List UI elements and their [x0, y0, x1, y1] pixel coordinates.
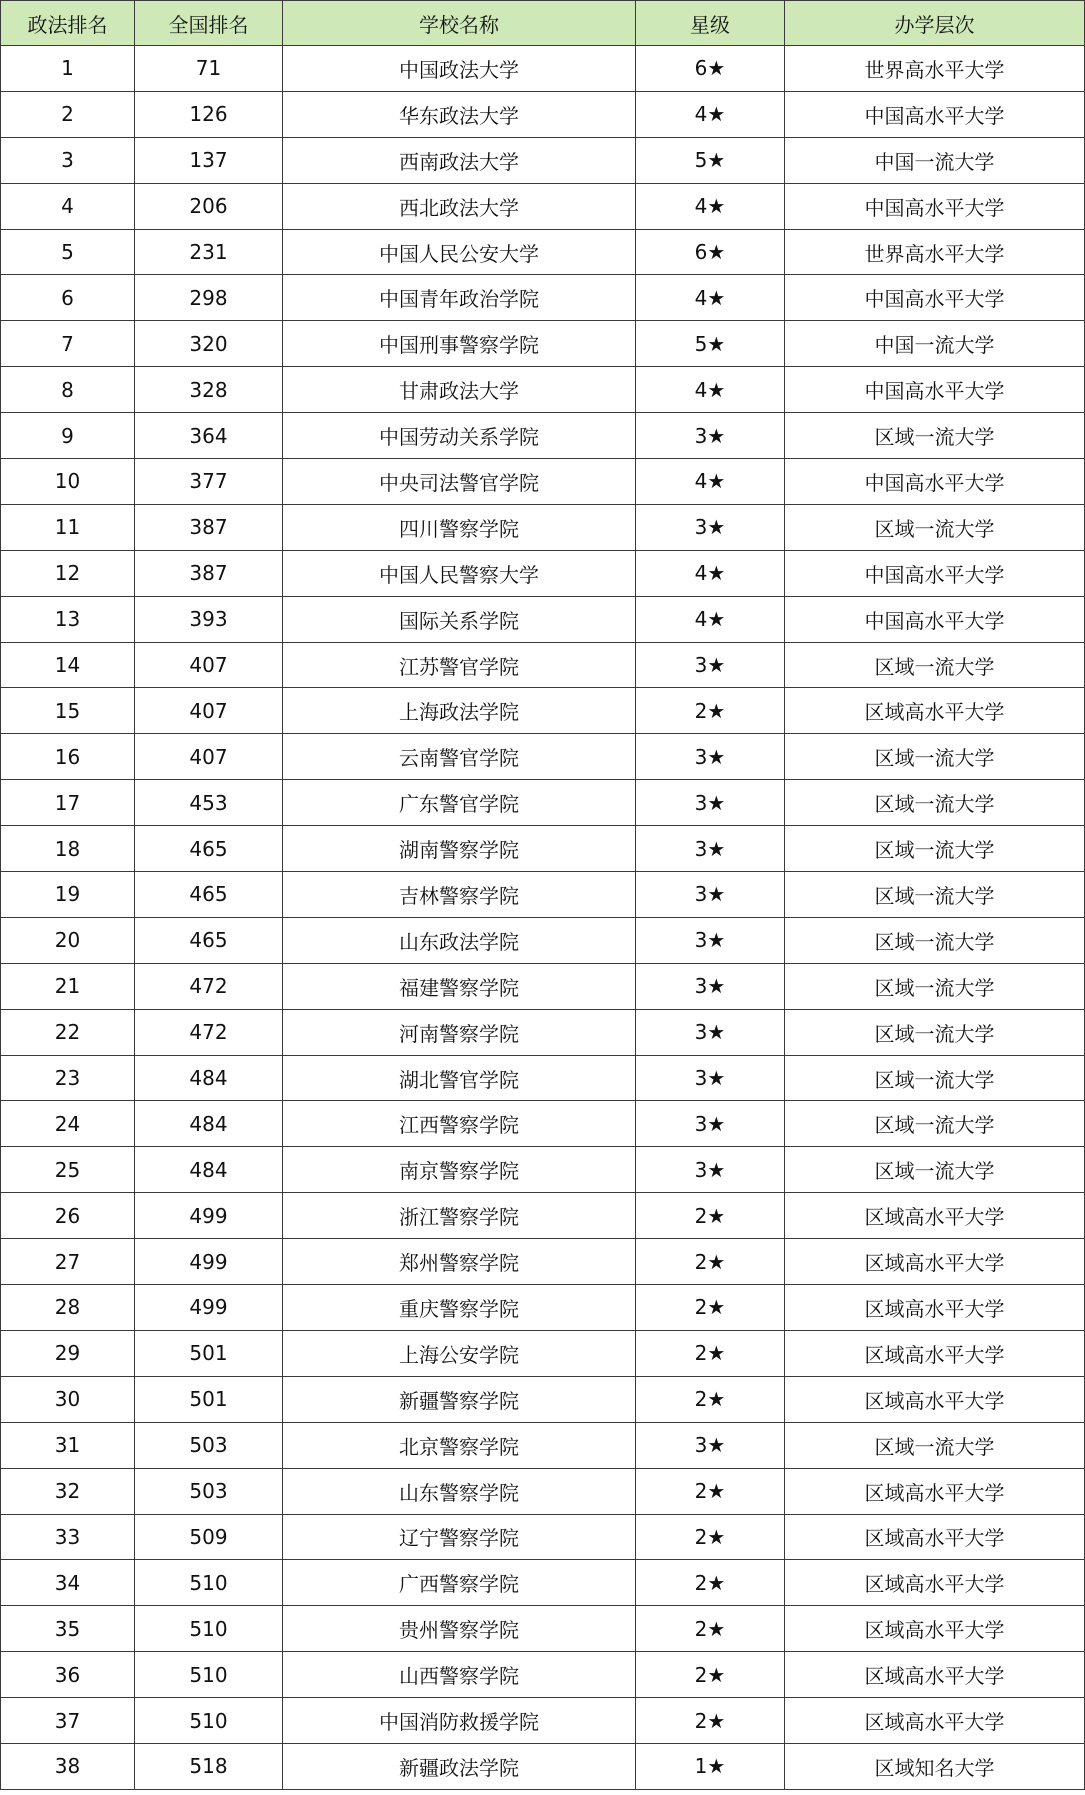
cell-law-rank: 18	[1, 826, 135, 872]
cell-national-rank: 393	[135, 596, 283, 642]
table-row	[1, 1606, 1085, 1652]
cell-school-name: 华东政法大学	[283, 91, 636, 137]
cell-national-rank: 499	[135, 1285, 283, 1331]
cell-school-name: 湖南警察学院	[283, 826, 636, 872]
cell-national-rank: 387	[135, 504, 283, 550]
cell-star-level: 4★	[636, 91, 785, 137]
cell-national-rank: 364	[135, 413, 283, 459]
table-row	[1, 1560, 1085, 1606]
table-row	[1, 688, 1085, 734]
table-row	[1, 413, 1085, 459]
cell-level: 中国高水平大学	[785, 459, 1085, 505]
table-body	[1, 46, 1085, 1790]
table-row	[1, 459, 1085, 505]
cell-level: 区域一流大学	[785, 917, 1085, 963]
cell-star-level: 3★	[636, 963, 785, 1009]
table-row	[1, 321, 1085, 367]
cell-law-rank: 11	[1, 504, 135, 550]
cell-law-rank: 17	[1, 780, 135, 826]
table-row	[1, 504, 1085, 550]
cell-national-rank: 503	[135, 1422, 283, 1468]
cell-law-rank: 10	[1, 459, 135, 505]
cell-law-rank: 22	[1, 1009, 135, 1055]
cell-school-name: 中国人民警察大学	[283, 550, 636, 596]
cell-national-rank: 510	[135, 1560, 283, 1606]
table-row	[1, 642, 1085, 688]
cell-national-rank: 472	[135, 963, 283, 1009]
table-row	[1, 137, 1085, 183]
cell-star-level: 2★	[636, 1239, 785, 1285]
cell-school-name: 西北政法大学	[283, 183, 636, 229]
cell-school-name: 河南警察学院	[283, 1009, 636, 1055]
cell-star-level: 3★	[636, 872, 785, 918]
cell-star-level: 2★	[636, 1468, 785, 1514]
cell-law-rank: 9	[1, 413, 135, 459]
cell-star-level: 4★	[636, 459, 785, 505]
table-row	[1, 229, 1085, 275]
cell-law-rank: 25	[1, 1147, 135, 1193]
cell-star-level: 2★	[636, 1652, 785, 1698]
cell-law-rank: 30	[1, 1376, 135, 1422]
cell-school-name: 山西警察学院	[283, 1652, 636, 1698]
table-row	[1, 46, 1085, 92]
cell-level: 区域一流大学	[785, 642, 1085, 688]
table-row	[1, 1743, 1085, 1789]
table-row	[1, 1009, 1085, 1055]
header-national-rank: 全国排名	[135, 1, 283, 46]
cell-national-rank: 126	[135, 91, 283, 137]
cell-level: 区域知名大学	[785, 1743, 1085, 1789]
table-row	[1, 780, 1085, 826]
cell-national-rank: 71	[135, 46, 283, 92]
table-row	[1, 1330, 1085, 1376]
cell-school-name: 中国青年政治学院	[283, 275, 636, 321]
cell-school-name: 湖北警官学院	[283, 1055, 636, 1101]
table-row	[1, 1193, 1085, 1239]
cell-star-level: 2★	[636, 1560, 785, 1606]
cell-school-name: 山东警察学院	[283, 1468, 636, 1514]
cell-level: 区域高水平大学	[785, 1606, 1085, 1652]
cell-national-rank: 328	[135, 367, 283, 413]
cell-national-rank: 298	[135, 275, 283, 321]
table-row	[1, 1147, 1085, 1193]
cell-star-level: 2★	[636, 1193, 785, 1239]
cell-level: 区域一流大学	[785, 734, 1085, 780]
cell-star-level: 2★	[636, 1698, 785, 1744]
cell-level: 区域一流大学	[785, 872, 1085, 918]
cell-school-name: 中国消防救援学院	[283, 1698, 636, 1744]
cell-law-rank: 12	[1, 550, 135, 596]
cell-star-level: 3★	[636, 1147, 785, 1193]
cell-star-level: 4★	[636, 550, 785, 596]
cell-law-rank: 31	[1, 1422, 135, 1468]
cell-level: 区域一流大学	[785, 780, 1085, 826]
cell-star-level: 3★	[636, 413, 785, 459]
cell-national-rank: 465	[135, 872, 283, 918]
cell-school-name: 新疆政法学院	[283, 1743, 636, 1789]
table-row	[1, 183, 1085, 229]
cell-school-name: 福建警察学院	[283, 963, 636, 1009]
cell-school-name: 中央司法警官学院	[283, 459, 636, 505]
cell-national-rank: 510	[135, 1698, 283, 1744]
cell-school-name: 国际关系学院	[283, 596, 636, 642]
cell-law-rank: 2	[1, 91, 135, 137]
cell-national-rank: 499	[135, 1193, 283, 1239]
table-header-row	[1, 1, 1085, 46]
cell-level: 中国高水平大学	[785, 550, 1085, 596]
cell-school-name: 广东警官学院	[283, 780, 636, 826]
cell-star-level: 1★	[636, 1743, 785, 1789]
cell-level: 中国高水平大学	[785, 91, 1085, 137]
cell-national-rank: 510	[135, 1652, 283, 1698]
cell-star-level: 4★	[636, 275, 785, 321]
cell-school-name: 中国刑事警察学院	[283, 321, 636, 367]
cell-star-level: 3★	[636, 642, 785, 688]
cell-national-rank: 320	[135, 321, 283, 367]
cell-level: 区域一流大学	[785, 1009, 1085, 1055]
cell-national-rank: 377	[135, 459, 283, 505]
cell-school-name: 上海政法学院	[283, 688, 636, 734]
header-level: 办学层次	[785, 1, 1085, 46]
cell-level: 区域高水平大学	[785, 1698, 1085, 1744]
cell-national-rank: 407	[135, 688, 283, 734]
cell-law-rank: 5	[1, 229, 135, 275]
cell-law-rank: 19	[1, 872, 135, 918]
cell-level: 中国一流大学	[785, 137, 1085, 183]
cell-school-name: 新疆警察学院	[283, 1376, 636, 1422]
table-row	[1, 963, 1085, 1009]
cell-level: 中国高水平大学	[785, 275, 1085, 321]
table-row	[1, 91, 1085, 137]
cell-level: 区域一流大学	[785, 1101, 1085, 1147]
table-row	[1, 1468, 1085, 1514]
table-row	[1, 367, 1085, 413]
cell-star-level: 2★	[636, 1514, 785, 1560]
cell-star-level: 5★	[636, 321, 785, 367]
cell-law-rank: 27	[1, 1239, 135, 1285]
cell-law-rank: 24	[1, 1101, 135, 1147]
table-row	[1, 1514, 1085, 1560]
cell-law-rank: 1	[1, 46, 135, 92]
cell-level: 区域高水平大学	[785, 1560, 1085, 1606]
cell-school-name: 西南政法大学	[283, 137, 636, 183]
cell-school-name: 上海公安学院	[283, 1330, 636, 1376]
cell-star-level: 3★	[636, 1101, 785, 1147]
table-row	[1, 550, 1085, 596]
cell-law-rank: 6	[1, 275, 135, 321]
cell-school-name: 郑州警察学院	[283, 1239, 636, 1285]
cell-level: 区域高水平大学	[785, 1468, 1085, 1514]
cell-school-name: 江苏警官学院	[283, 642, 636, 688]
cell-star-level: 6★	[636, 229, 785, 275]
cell-level: 区域一流大学	[785, 504, 1085, 550]
cell-national-rank: 518	[135, 1743, 283, 1789]
cell-level: 区域高水平大学	[785, 1514, 1085, 1560]
cell-school-name: 甘肃政法大学	[283, 367, 636, 413]
cell-level: 中国高水平大学	[785, 183, 1085, 229]
cell-school-name: 江西警察学院	[283, 1101, 636, 1147]
cell-level: 区域高水平大学	[785, 1652, 1085, 1698]
cell-star-level: 2★	[636, 1606, 785, 1652]
cell-law-rank: 29	[1, 1330, 135, 1376]
cell-national-rank: 501	[135, 1376, 283, 1422]
header-star-level: 星级	[636, 1, 785, 46]
cell-school-name: 南京警察学院	[283, 1147, 636, 1193]
cell-law-rank: 7	[1, 321, 135, 367]
cell-star-level: 3★	[636, 504, 785, 550]
table-row	[1, 872, 1085, 918]
cell-level: 中国一流大学	[785, 321, 1085, 367]
cell-star-level: 6★	[636, 46, 785, 92]
cell-star-level: 2★	[636, 1285, 785, 1331]
cell-star-level: 3★	[636, 734, 785, 780]
cell-national-rank: 407	[135, 734, 283, 780]
cell-level: 区域高水平大学	[785, 1330, 1085, 1376]
cell-national-rank: 231	[135, 229, 283, 275]
table-row	[1, 1422, 1085, 1468]
cell-star-level: 4★	[636, 596, 785, 642]
cell-level: 中国高水平大学	[785, 596, 1085, 642]
table-row	[1, 1101, 1085, 1147]
cell-law-rank: 13	[1, 596, 135, 642]
cell-law-rank: 16	[1, 734, 135, 780]
cell-law-rank: 15	[1, 688, 135, 734]
cell-national-rank: 472	[135, 1009, 283, 1055]
cell-school-name: 中国政法大学	[283, 46, 636, 92]
cell-level: 区域高水平大学	[785, 688, 1085, 734]
cell-level: 区域高水平大学	[785, 1285, 1085, 1331]
cell-level: 区域一流大学	[785, 826, 1085, 872]
cell-law-rank: 8	[1, 367, 135, 413]
table-row	[1, 275, 1085, 321]
cell-star-level: 3★	[636, 1009, 785, 1055]
cell-national-rank: 503	[135, 1468, 283, 1514]
cell-national-rank: 407	[135, 642, 283, 688]
table-row	[1, 734, 1085, 780]
cell-star-level: 3★	[636, 826, 785, 872]
cell-law-rank: 20	[1, 917, 135, 963]
cell-national-rank: 137	[135, 137, 283, 183]
cell-school-name: 云南警官学院	[283, 734, 636, 780]
cell-national-rank: 465	[135, 826, 283, 872]
cell-law-rank: 21	[1, 963, 135, 1009]
cell-law-rank: 26	[1, 1193, 135, 1239]
cell-national-rank: 206	[135, 183, 283, 229]
cell-national-rank: 501	[135, 1330, 283, 1376]
table-row	[1, 1285, 1085, 1331]
cell-star-level: 4★	[636, 367, 785, 413]
cell-law-rank: 38	[1, 1743, 135, 1789]
cell-law-rank: 14	[1, 642, 135, 688]
cell-level: 区域高水平大学	[785, 1239, 1085, 1285]
cell-star-level: 2★	[636, 688, 785, 734]
cell-level: 区域一流大学	[785, 1055, 1085, 1101]
cell-national-rank: 387	[135, 550, 283, 596]
cell-school-name: 重庆警察学院	[283, 1285, 636, 1331]
cell-national-rank: 484	[135, 1101, 283, 1147]
cell-law-rank: 33	[1, 1514, 135, 1560]
cell-school-name: 中国人民公安大学	[283, 229, 636, 275]
cell-school-name: 广西警察学院	[283, 1560, 636, 1606]
cell-star-level: 3★	[636, 917, 785, 963]
table-row	[1, 1652, 1085, 1698]
cell-level: 区域高水平大学	[785, 1193, 1085, 1239]
cell-law-rank: 32	[1, 1468, 135, 1514]
header-law-rank: 政法排名	[1, 1, 135, 46]
cell-level: 世界高水平大学	[785, 46, 1085, 92]
cell-level: 区域一流大学	[785, 963, 1085, 1009]
table-row	[1, 1239, 1085, 1285]
cell-star-level: 2★	[636, 1376, 785, 1422]
cell-law-rank: 34	[1, 1560, 135, 1606]
cell-level: 中国高水平大学	[785, 367, 1085, 413]
cell-national-rank: 484	[135, 1055, 283, 1101]
cell-law-rank: 3	[1, 137, 135, 183]
table-row	[1, 826, 1085, 872]
header-school-name: 学校名称	[283, 1, 636, 46]
cell-law-rank: 28	[1, 1285, 135, 1331]
table-row	[1, 1055, 1085, 1101]
cell-star-level: 3★	[636, 1055, 785, 1101]
cell-national-rank: 509	[135, 1514, 283, 1560]
cell-national-rank: 465	[135, 917, 283, 963]
cell-school-name: 四川警察学院	[283, 504, 636, 550]
cell-star-level: 2★	[636, 1330, 785, 1376]
cell-star-level: 3★	[636, 1422, 785, 1468]
cell-level: 区域一流大学	[785, 1422, 1085, 1468]
cell-national-rank: 453	[135, 780, 283, 826]
cell-level: 区域一流大学	[785, 413, 1085, 459]
cell-school-name: 辽宁警察学院	[283, 1514, 636, 1560]
cell-law-rank: 4	[1, 183, 135, 229]
table-row	[1, 596, 1085, 642]
cell-school-name: 中国劳动关系学院	[283, 413, 636, 459]
cell-school-name: 浙江警察学院	[283, 1193, 636, 1239]
table-row	[1, 1376, 1085, 1422]
cell-law-rank: 23	[1, 1055, 135, 1101]
cell-law-rank: 35	[1, 1606, 135, 1652]
cell-school-name: 山东政法学院	[283, 917, 636, 963]
cell-star-level: 5★	[636, 137, 785, 183]
cell-law-rank: 37	[1, 1698, 135, 1744]
cell-school-name: 吉林警察学院	[283, 872, 636, 918]
cell-star-level: 4★	[636, 183, 785, 229]
cell-national-rank: 510	[135, 1606, 283, 1652]
cell-level: 区域一流大学	[785, 1147, 1085, 1193]
cell-level: 区域高水平大学	[785, 1376, 1085, 1422]
table-row	[1, 1698, 1085, 1744]
cell-star-level: 3★	[636, 780, 785, 826]
cell-law-rank: 36	[1, 1652, 135, 1698]
cell-level: 世界高水平大学	[785, 229, 1085, 275]
cell-national-rank: 499	[135, 1239, 283, 1285]
cell-national-rank: 484	[135, 1147, 283, 1193]
cell-school-name: 贵州警察学院	[283, 1606, 636, 1652]
table-row	[1, 917, 1085, 963]
cell-school-name: 北京警察学院	[283, 1422, 636, 1468]
